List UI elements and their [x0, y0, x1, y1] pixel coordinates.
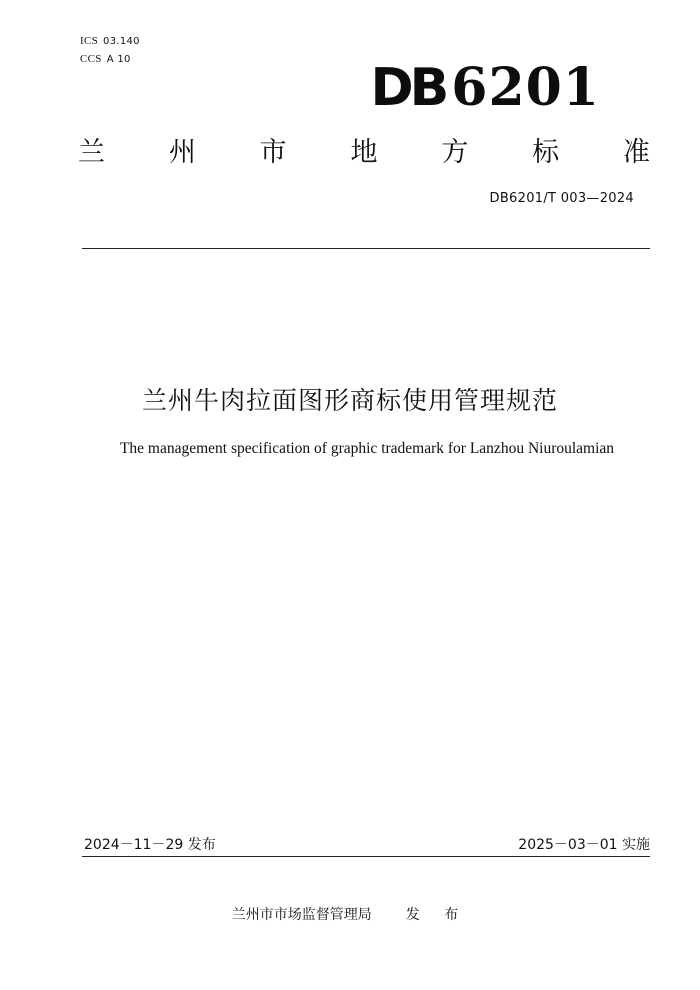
- standard-logo: [370, 58, 600, 118]
- ics-value: 03.140: [103, 36, 140, 47]
- logo-db: DB: [370, 58, 446, 118]
- top-divider: [82, 248, 650, 249]
- standard-type-char: 兰: [78, 137, 105, 168]
- ccs-label: CCS: [80, 53, 102, 65]
- standard-type-char: 方: [441, 137, 469, 168]
- ics-label: ICS: [80, 35, 99, 47]
- standard-type-char: 准: [622, 137, 650, 168]
- issuer-name: 兰州市市场监督管理局: [231, 907, 372, 923]
- standard-type-char: 州: [168, 137, 196, 168]
- ccs-value: A 10: [106, 54, 131, 65]
- standard-type-heading: [78, 135, 650, 171]
- title-english: The management specification of graphic trademark for Lanzhou Niuroulamian: [119, 440, 615, 457]
- bottom-divider: [82, 856, 650, 857]
- title-chinese: 兰州牛肉拉面图形商标使用管理规范: [141, 386, 558, 415]
- issue-date: 2024－11－29 发布: [84, 837, 216, 853]
- issuer-line: [0, 904, 700, 924]
- implementation-date: 2025－03－01 实施: [518, 837, 650, 853]
- issuer-action: 发 布: [405, 907, 469, 923]
- standard-type-char: 市: [259, 137, 287, 168]
- standard-type-char: 标: [532, 137, 560, 168]
- standard-type-char: 地: [350, 137, 378, 168]
- ccs-code: [80, 53, 131, 65]
- logo-code: 6201: [451, 57, 600, 118]
- standard-number: DB6201/T 003—2024: [489, 191, 634, 206]
- ics-code: [80, 35, 140, 47]
